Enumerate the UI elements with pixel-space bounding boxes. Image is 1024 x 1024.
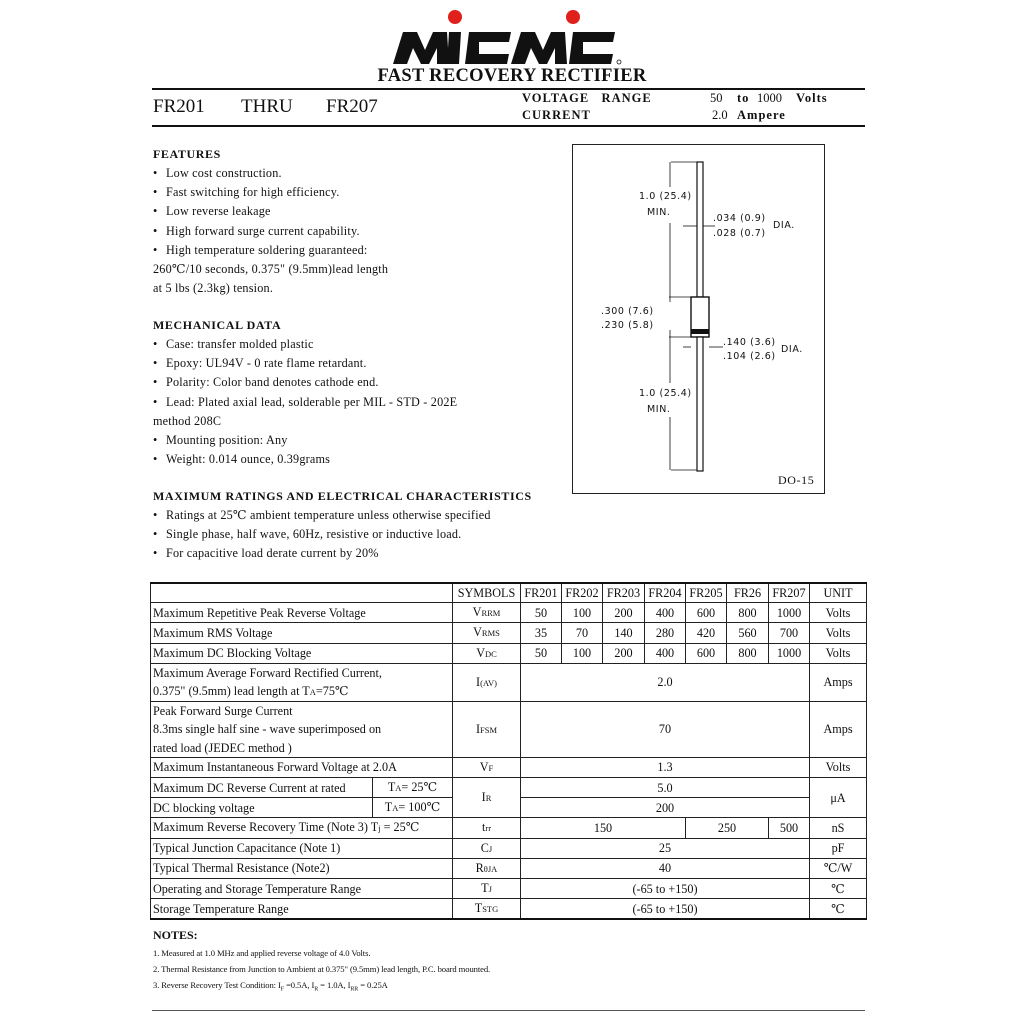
page-title: FAST RECOVERY RECTIFIER <box>377 66 647 86</box>
lead-bottom-length: 1.0 (25.4) <box>639 388 692 399</box>
table-row: Storage Temperature Range TSTG (-65 to +150) ℃ <box>151 899 867 920</box>
list-item: • Epoxy: UL94V - 0 rate flame retardant. <box>153 356 367 371</box>
table-row: Maximum DC Reverse Current at rated TA= 25℃ IR 5.0 μA <box>151 778 867 798</box>
lead-bottom-min: MIN. <box>647 404 671 415</box>
body-dia-min: .104 (2.6) <box>723 351 776 362</box>
list-item: • Mounting position: Any <box>153 433 288 448</box>
ratings-list <box>153 506 491 564</box>
part-header: FR207 <box>769 583 810 603</box>
list-item-continuation: method 208C <box>153 413 222 428</box>
footer-rule <box>152 1010 865 1011</box>
table-row: Maximum DC Blocking Voltage VDC 50 100 200 400 600 800 1000 Volts <box>151 643 867 663</box>
list-item: • Ratings at 25℃ ambient temperature unless otherwise specified <box>153 508 491 522</box>
body-dia-max: .140 (3.6) <box>723 337 776 348</box>
note-1: 1. Measured at 1.0 MHz and applied reverse voltage of 4.0 Volts. <box>153 948 371 958</box>
voltage-to: to <box>737 91 750 105</box>
part-from: FR201 <box>153 96 205 117</box>
table-row: Maximum RMS Voltage VRMS 35 70 140 280 420 560 700 Volts <box>151 623 867 643</box>
part-to: FR207 <box>326 96 378 117</box>
lead-top-min: MIN. <box>647 207 671 218</box>
current-label: CURRENT <box>522 108 591 122</box>
table-row: Maximum Reverse Recovery Time (Note 3) Tj = 25℃ trr 150 250 500 nS <box>151 818 867 838</box>
list-item: • Fast switching for high efficiency. <box>153 185 340 200</box>
header-bottom-rule <box>152 125 865 127</box>
current-unit: Ampere <box>737 108 786 122</box>
part-header: FR201 <box>521 583 562 603</box>
list-item: • Polarity: Color band denotes cathode end. <box>153 375 379 390</box>
thru-label: THRU <box>241 96 293 117</box>
mechanical-list <box>153 335 457 469</box>
list-item: • Low reverse leakage <box>153 204 271 219</box>
table-row: Maximum Repetitive Peak Reverse Voltage VRRM 50 100 200 400 600 800 1000 Volts <box>151 603 867 623</box>
lead-top-length: 1.0 (25.4) <box>639 191 692 202</box>
part-header: FR203 <box>603 583 645 603</box>
list-item-continuation: 260℃/10 seconds, 0.375" (9.5mm)lead length <box>153 262 389 277</box>
list-item: • High temperature soldering guaranteed: <box>153 242 368 257</box>
voltage-min: 50 <box>710 91 723 105</box>
body-length-max: .300 (7.6) <box>601 306 654 317</box>
table-row: Operating and Storage Temperature Range TJ (-65 to +150) ℃ <box>151 879 867 899</box>
voltage-label: VOLTAGE RANGE <box>522 91 652 105</box>
body-length-min: .230 (5.8) <box>601 320 654 331</box>
table-row: Maximum Average Forward Rectified Current, 0.375" (9.5mm) lead length at TA=75℃ I(AV) 2.0 Amps <box>151 663 867 701</box>
current-value: 2.0 <box>712 108 728 122</box>
list-item: • Weight: 0.014 ounce, 0.39grams <box>153 452 331 467</box>
list-item: • For capacitive load derate current by 20% <box>153 546 379 561</box>
features-list <box>153 164 388 298</box>
note-2: 2. Thermal Resistance from Junction to Ambient at 0.375" (9.5mm) lead length, P.C. board mounted. <box>153 964 491 974</box>
lead-dia-max: .034 (0.9) <box>713 213 766 224</box>
list-item: • Low cost construction. <box>153 166 282 180</box>
features-title: FEATURES <box>153 147 221 161</box>
mechanical-title: MECHANICAL DATA <box>153 318 282 332</box>
unit-header: UNIT <box>810 583 867 603</box>
table-row: Peak Forward Surge Current 8.3ms single half sine - wave superimposed on rated load (JEDEC method ) IFSM 70 Amps <box>151 702 867 758</box>
part-header: FR202 <box>562 583 603 603</box>
list-item-continuation: at 5 lbs (2.3kg) tension. <box>153 281 274 296</box>
list-item: • Case: transfer molded plastic <box>153 337 314 351</box>
body-dia-label: DIA. <box>781 344 803 355</box>
table-header-row <box>151 583 867 603</box>
part-header: FR26 <box>727 583 769 603</box>
note-3: 3. Reverse Recovery Test Condition: $I_F =0.5A$, $I_R = 1.0A$, $I_{RR} = 0.25A$ <box>153 980 388 993</box>
part-header: FR204 <box>645 583 686 603</box>
list-item: • High forward surge current capability. <box>153 223 360 238</box>
package-diagram <box>572 144 825 494</box>
table-row: Typical Thermal Resistance (Note2) RθJA 40 ℃/W <box>151 858 867 878</box>
list-item: • Lead: Plated axial lead, solderable per MIL - STD - 202E <box>153 394 458 409</box>
voltage-unit: Volts <box>796 91 828 105</box>
package-label: DO-15 <box>778 473 815 487</box>
lead-dia-min: .028 (0.7) <box>713 228 766 239</box>
header-top-rule <box>152 88 865 90</box>
notes-title: NOTES: <box>153 928 198 942</box>
lead-dia-label: DIA. <box>773 220 795 231</box>
part-header: FR205 <box>686 583 727 603</box>
mic-logo <box>393 8 625 66</box>
ratings-title: MAXIMUM RATINGS AND ELECTRICAL CHARACTERISTICS <box>153 489 532 503</box>
ratings-table <box>150 582 867 920</box>
list-item: • Single phase, half wave, 60Hz, resistive or inductive load. <box>153 527 462 542</box>
voltage-max: 1000 <box>757 91 782 105</box>
table-row: DC blocking voltage TA= 100℃ 200 <box>151 798 867 818</box>
table-row: Maximum Instantaneous Forward Voltage at 2.0A VF 1.3 Volts <box>151 757 867 777</box>
symbols-header: SYMBOLS <box>453 583 521 603</box>
table-row: Typical Junction Capacitance (Note 1) CJ 25 pF <box>151 838 867 858</box>
